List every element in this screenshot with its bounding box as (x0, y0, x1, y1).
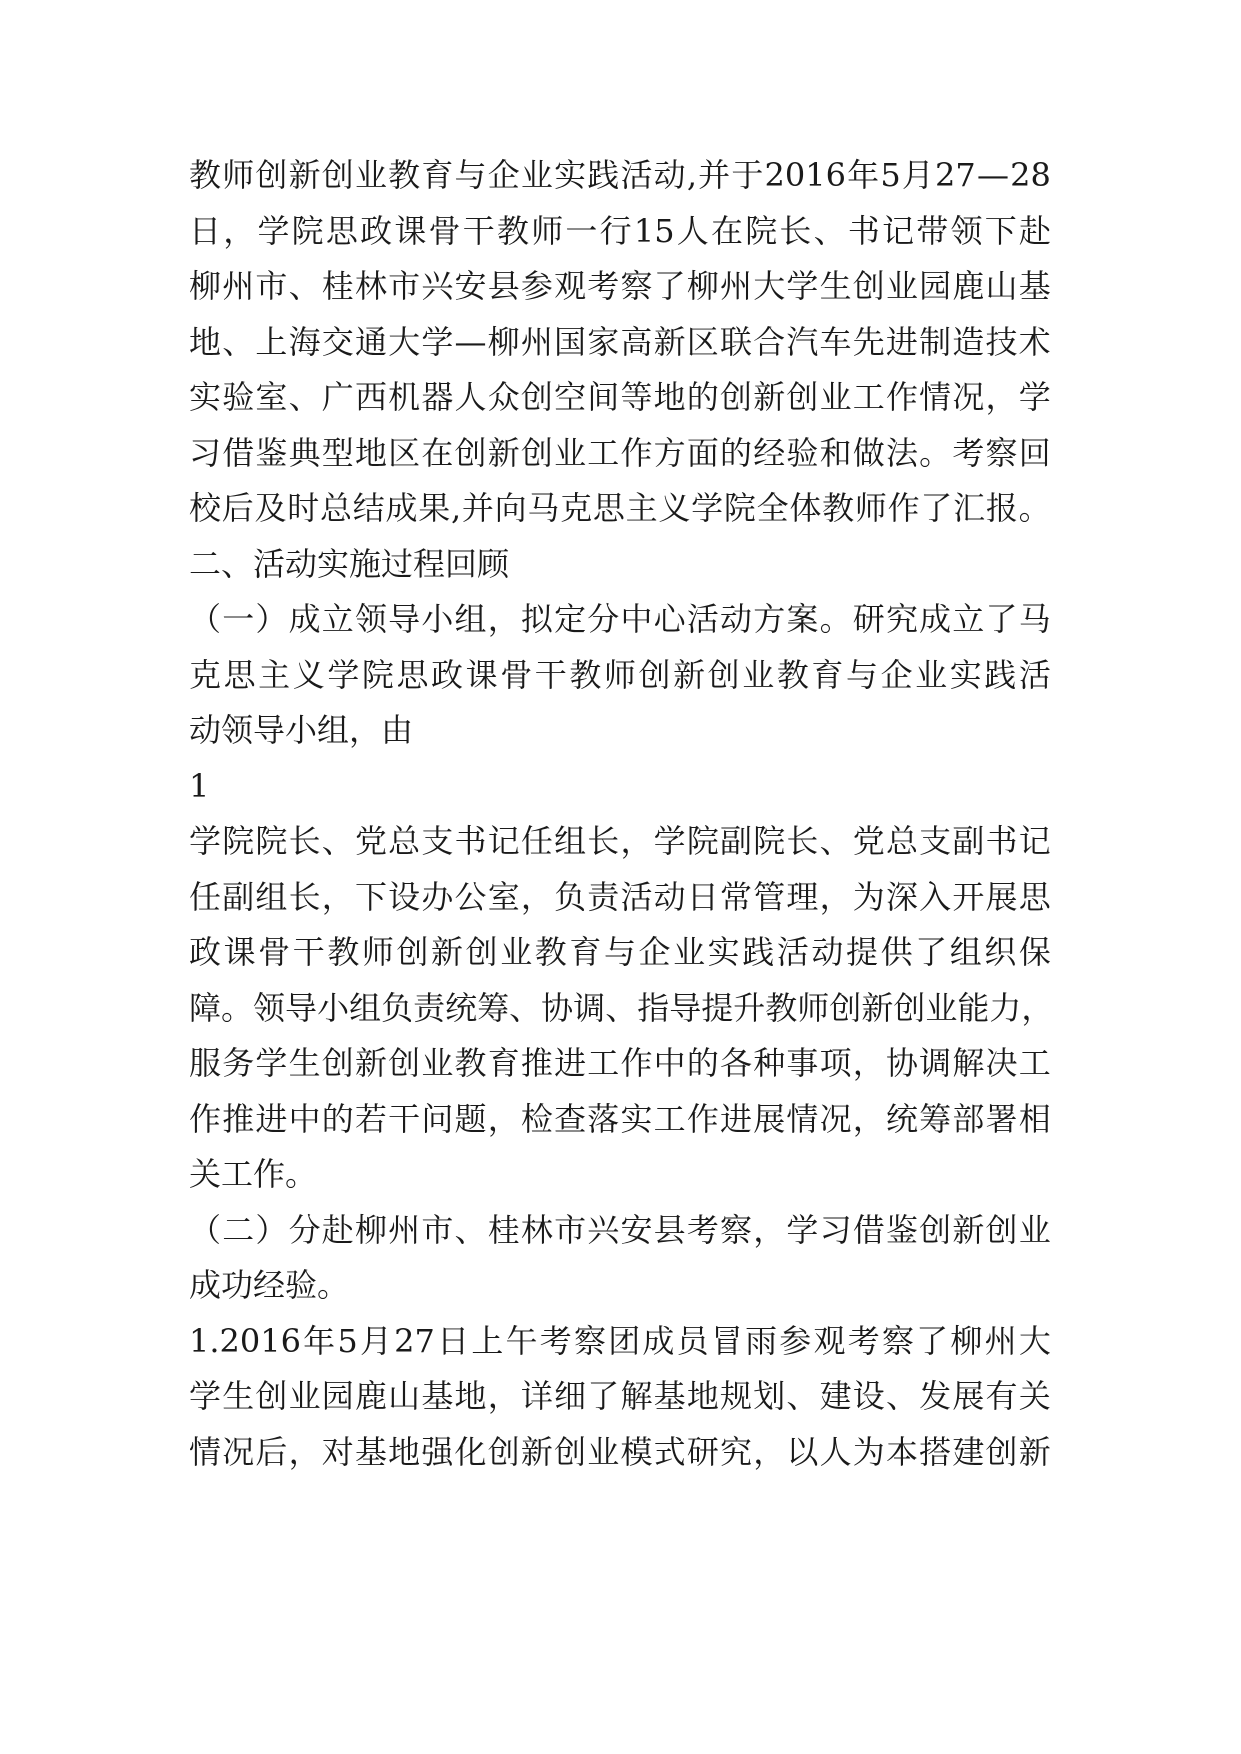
text-line: 学 院 院 长 、 党 总 支 书 记 任 组 长 ， 学 院 副 院 长 、 党 总 支 副 书 记 (189, 822, 1051, 860)
text-line: 障 。 领 导 小 组 负 责 统 筹 、 协 调 、 指 导 提 升 教 师 创 新 创 业 能 力 ， (189, 988, 1054, 1027)
text-line: 二、活动实施过程回顾 (189, 544, 510, 583)
text-line: 日 ， 学 院 思 政 课 骨 干 教 师 一 行 15 人 在 院 长 、 书 记 带 领 下 赴 (189, 211, 1051, 250)
text-line: 学 生 创 业 园 鹿 山 基 地 ， 详 细 了 解 基 地 规 划 、 建 设 、 发 展 有 关 (189, 1377, 1051, 1415)
text-line: 情 况 后 ， 对 基 地 强 化 创 新 创 业 模 式 研 究 ， 以 人 为 本 搭 建 创 新 (189, 1432, 1051, 1471)
text-line: 1.2016 年 5 月 27 日 上 午 考 察 团 成 员 冒 雨 参 观 考 察 了 柳 州 大 (189, 1321, 1051, 1360)
text-line: 任 副 组 长 ， 下 设 办 公 室 ， 负 责 活 动 日 常 管 理 ， 为 深 入 开 展 思 (189, 877, 1051, 916)
text-line: 实 验 室 、 广 西 机 器 人 众 创 空 间 等 地 的 创 新 创 业 工 作 情 况 ， 学 (189, 378, 1051, 416)
text-line: 习 借 鉴 典 型 地 区 在 创 新 创 业 工 作 方 面 的 经 验 和 做 法 。 考 察 回 (189, 433, 1051, 472)
text-line: 关工作。 (189, 1155, 318, 1193)
text-line: 校 后 及 时 总 结 成 果 , 并 向 马 克 思 主 义 学 院 全 体 教 师 作 了 汇 报 。 (189, 489, 1051, 527)
text-line: 1 (189, 766, 210, 805)
text-line: 克 思 主 义 学 院 思 政 课 骨 干 教 师 创 新 创 业 教 育 与 企 业 实 践 活 (189, 655, 1051, 694)
text-line: 柳 州 市 、 桂 林 市 兴 安 县 参 观 考 察 了 柳 州 大 学 生 创 业 园 鹿 山 基 (189, 267, 1051, 305)
text-line: 政 课 骨 干 教 师 创 新 创 业 教 育 与 企 业 实 践 活 动 提 供 了 组 织 保 (189, 933, 1051, 971)
text-line: 地 、 上 海 交 通 大 学 — 柳 州 国 家 高 新 区 联 合 汽 车 先 进 制 造 技 术 (189, 322, 1051, 361)
text-line: 作 推 进 中 的 若 干 问 题 ， 检 查 落 实 工 作 进 展 情 况 ， 统 筹 部 署 相 (189, 1099, 1051, 1138)
document-body (189, 148, 1054, 1480)
text-line: 服 务 学 生 创 新 创 业 教 育 推 进 工 作 中 的 各 种 事 项 ， 协 调 解 决 工 (189, 1044, 1051, 1082)
text-line: （ 二 ） 分 赴 柳 州 市 、 桂 林 市 兴 安 县 考 察 ， 学 习 借 鉴 创 新 创 业 (189, 1210, 1051, 1249)
text-line: 成功经验。 (189, 1266, 350, 1304)
text-line: 动领导小组，由 (189, 711, 414, 749)
text-line: （ 一 ） 成 立 领 导 小 组 ， 拟 定 分 中 心 活 动 方 案 。 研 究 成 立 了 马 (189, 600, 1051, 638)
text-line: 教 师 创 新 创 业 教 育 与 企 业 实 践 活 动 , 并 于 2016 年 5 月 27 — 28 (189, 156, 1051, 194)
